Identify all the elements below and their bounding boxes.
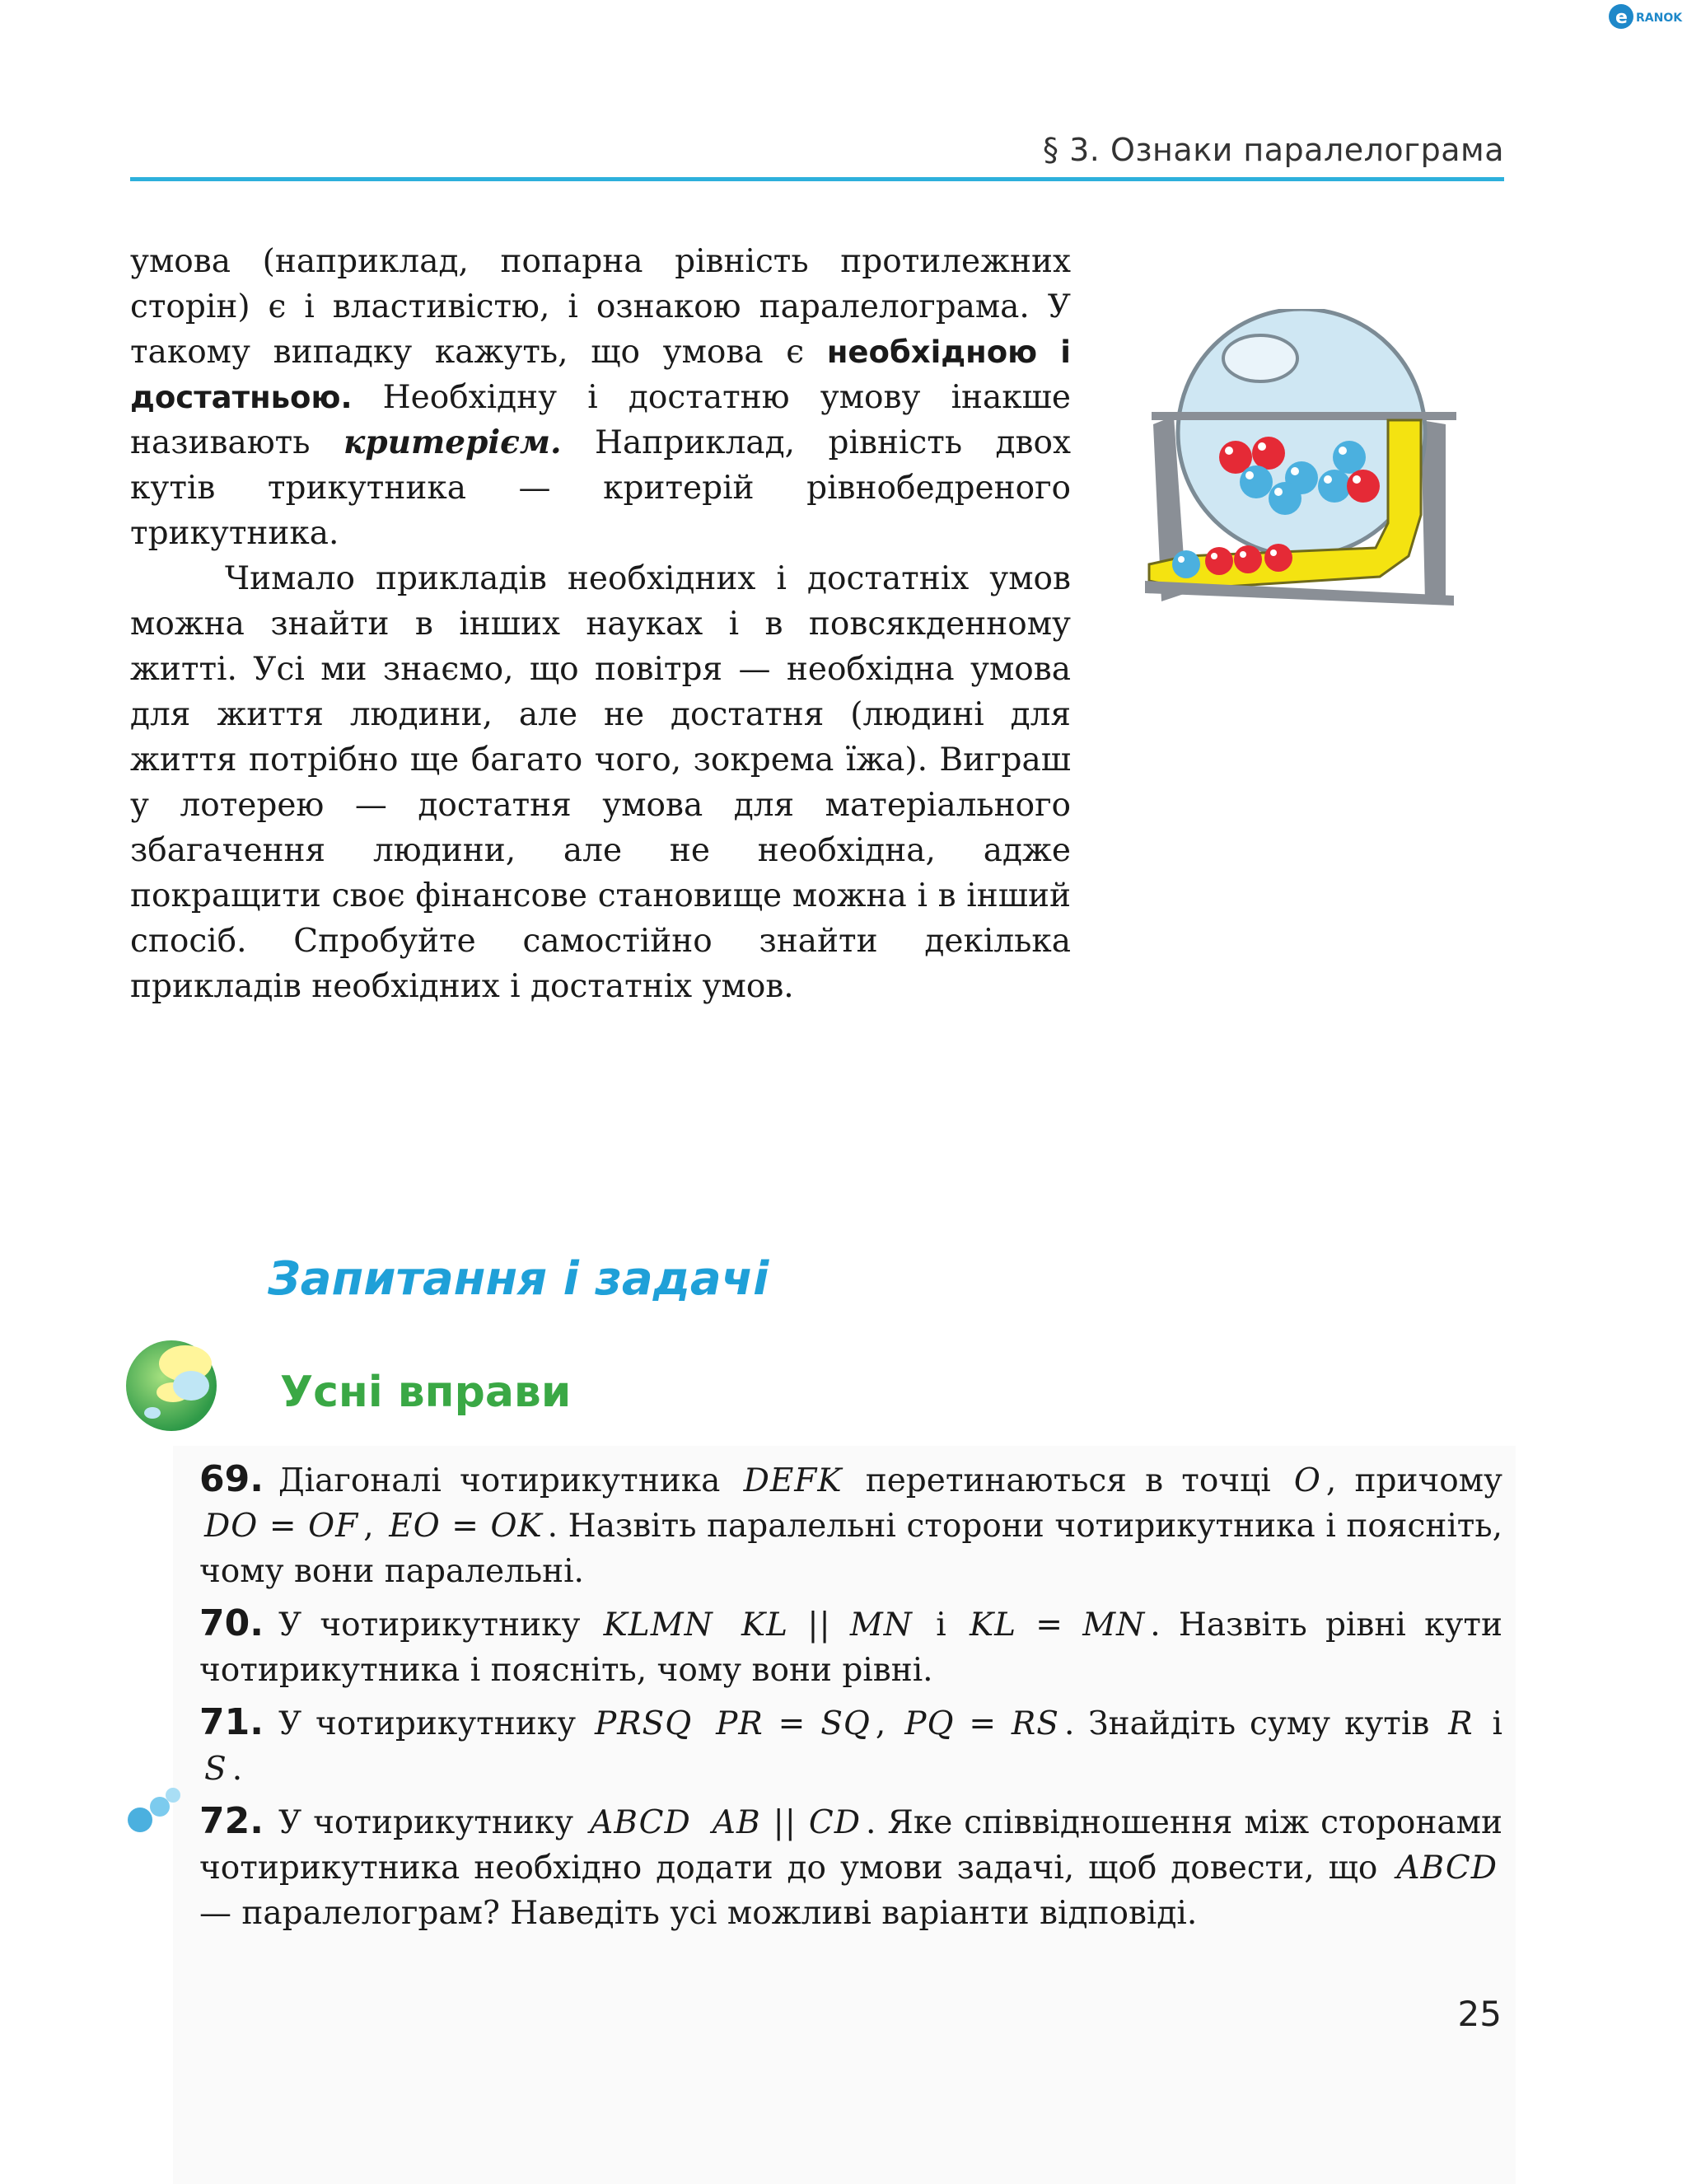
italic-term: критерієм. <box>343 423 562 461</box>
problem-70: 70. У чотирикутнику KLMN KL || MN і KL = MN . Назвіть рівні кути чотирикутника і поясніть, чому вони рівні. <box>199 1602 1502 1689</box>
main-text <box>130 239 1071 1009</box>
problem-72: 72. У чотирикутнику ABCD AB || CD . Яке співвідношення між сторонами чотирикутника необхідно додати до умови задачі, щоб довести, що ABCD — паралелограм? Наведіть усі можливі варіанти відповіді. <box>199 1798 1502 1936</box>
ranok-logo-icon <box>1606 0 1687 33</box>
problem-number: 71. <box>199 1701 264 1743</box>
header-rule <box>130 177 1504 181</box>
problem-71: 71. У чотирикутнику PRSQ PR = SQ , PQ = RS . Знайдіть суму кутів R і S . <box>199 1701 1502 1788</box>
bubbles-icon <box>125 1785 183 1835</box>
page-number: 25 <box>1457 1994 1502 2034</box>
problem-69: 69. Діагоналі чотирикутника DEFK перетинаються в точці O , причому DO = OF , EO = OK . Назвіть паралельні сторони чотирикутника і поясніть, чому вони паралельні. <box>199 1458 1503 1590</box>
lottery-drum-illustration <box>1137 309 1483 622</box>
section-title: Запитання і задачі <box>268 1252 769 1306</box>
svg-text:e: e <box>1615 7 1628 28</box>
paragraph-2: Чимало прикладів необхідних і достатніх умов можна знайти в інших науках і в повсякденному житті. Усі ми знаємо, що повітря — необхідна умова для життя людини, але не достатня (людині для життя потрібно ще багато чого, зокрема їжа). Виграш у лотерею — достатня умова для матеріального збагачення людини, але не необхідна, адже покращити своє фінансове становище можна і в інший спосіб. Спробуйте самостійно знайти декілька прикладів необхідних і достатніх умов. <box>130 560 1071 1005</box>
running-head: § 3. Ознаки паралелограма <box>1043 132 1504 168</box>
problem-number: 70. <box>199 1602 264 1644</box>
oral-exercises-icon <box>124 1335 227 1433</box>
paragraph-1: умова (наприклад, попарна рівність протилежних сторін) є і властивістю, і ознакою паралелограма. У такому випадку кажуть, що умова є необхідною і достатньою. Необхідну і достатню умову інакше називають критерієм. Наприклад, рівність двох кутів трикутника — критерій рівнобедреного трикутника. <box>130 243 1071 552</box>
problems-list <box>199 1457 1502 1943</box>
logo-text: RANOK <box>1636 12 1683 25</box>
bold-term: необхідною і достатньою. <box>130 334 1071 415</box>
subsection-title: Усні вправи <box>280 1368 572 1417</box>
problem-number: 69. <box>199 1458 264 1500</box>
problem-number: 72. <box>199 1800 264 1842</box>
